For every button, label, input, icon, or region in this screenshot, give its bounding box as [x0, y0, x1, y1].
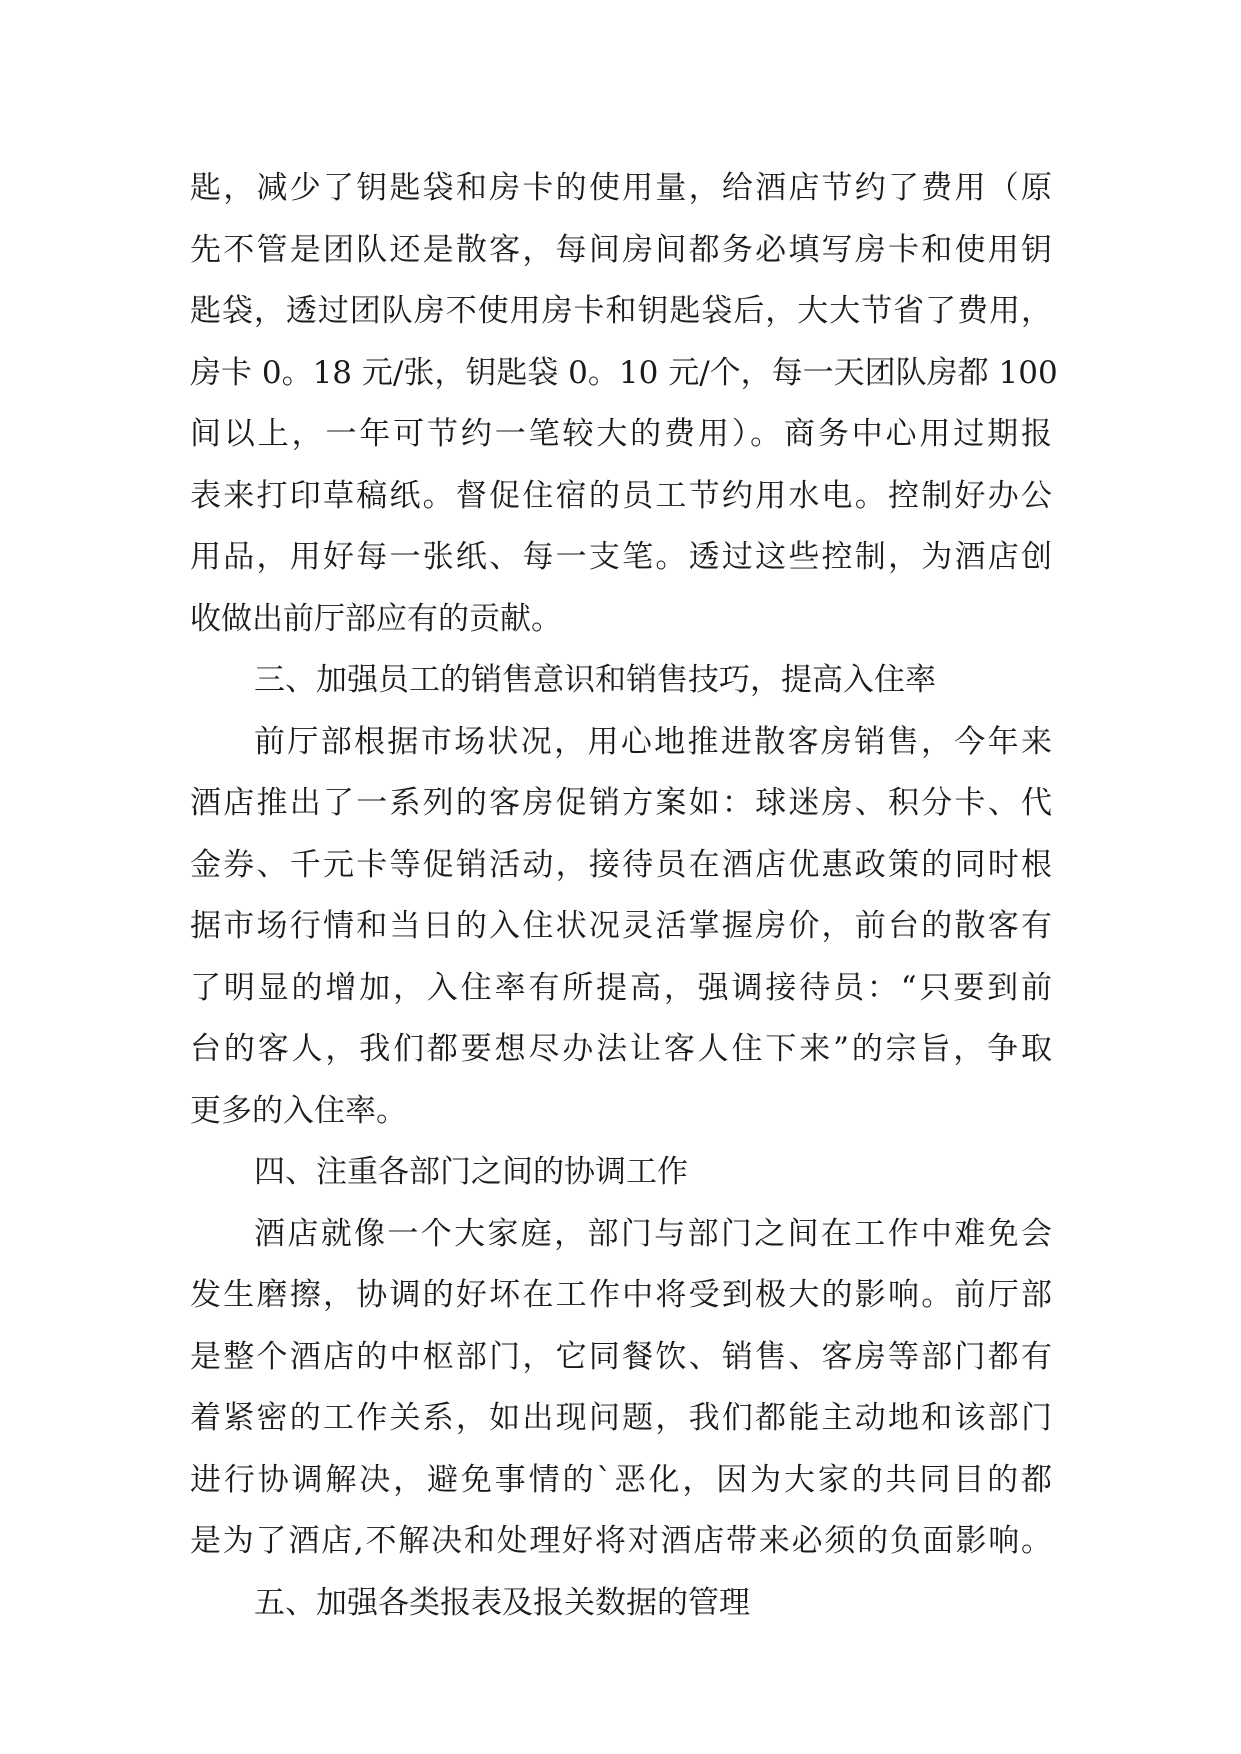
section-heading-5: 五、加强各类报表及报关数据的管理	[254, 1584, 750, 1621]
body-line: 房卡 0。18 元/张，钥匙袋 0。10 元/个，每一天团队房都 100	[190, 354, 1058, 391]
body-line: 据市场行情和当日的入住状况灵活掌握房价，前台的散客有	[190, 908, 1052, 944]
body-line: 了明显的增加，入住率有所提高，强调接待员：“只要到前	[190, 969, 1052, 1006]
body-line: 酒店推出了一系列的客房促销方案如：球迷房、积分卡、代	[190, 785, 1052, 821]
body-line: 着紧密的工作关系，如出现问题，我们都能主动地和该部门	[190, 1400, 1052, 1436]
body-line: 进行协调解决，避免事情的`恶化，因为大家的共同目的都	[190, 1461, 1052, 1498]
body-line: 台的客人，我们都要想尽办法让客人住下来”的宗旨，争取	[190, 1031, 1052, 1067]
body-line: 表来打印草稿纸。督促住宿的员工节约用水电。控制好办公	[190, 477, 1052, 514]
body-line: 金券、千元卡等促销活动，接待员在酒店优惠政策的同时根	[190, 846, 1052, 883]
body-line: 间以上，一年可节约一笔较大的费用）。商务中心用过期报	[190, 416, 1052, 452]
body-line: 是为了酒店,不解决和处理好将对酒店带来必须的负面影响。	[190, 1523, 1052, 1559]
body-line: 前厅部根据市场状况，用心地推进散客房销售，今年来	[254, 723, 1052, 760]
body-line: 匙，减少了钥匙袋和房卡的使用量，给酒店节约了费用（原	[190, 170, 1052, 206]
body-line: 先不管是团队还是散客，每间房间都务必填写房卡和使用钥	[190, 231, 1052, 268]
section-heading-3: 三、加强员工的销售意识和销售技巧，提高入住率	[254, 662, 936, 698]
body-line: 收做出前厅部应有的贡献。	[190, 600, 562, 637]
body-line: 是整个酒店的中枢部门，它同餐饮、销售、客房等部门都有	[190, 1338, 1052, 1375]
body-line: 发生磨擦，协调的好坏在工作中将受到极大的影响。前厅部	[190, 1277, 1052, 1313]
body-line: 更多的入住率。	[190, 1092, 407, 1129]
section-heading-4: 四、注重各部门之间的协调工作	[254, 1154, 688, 1190]
body-line: 酒店就像一个大家庭，部门与部门之间在工作中难免会	[254, 1215, 1052, 1252]
body-line: 匙袋，透过团队房不使用房卡和钥匙袋后，大大节省了费用，	[190, 293, 1052, 329]
body-line: 用品，用好每一张纸、每一支笔。透过这些控制，为酒店创	[190, 539, 1052, 575]
document-body	[190, 158, 1058, 1634]
